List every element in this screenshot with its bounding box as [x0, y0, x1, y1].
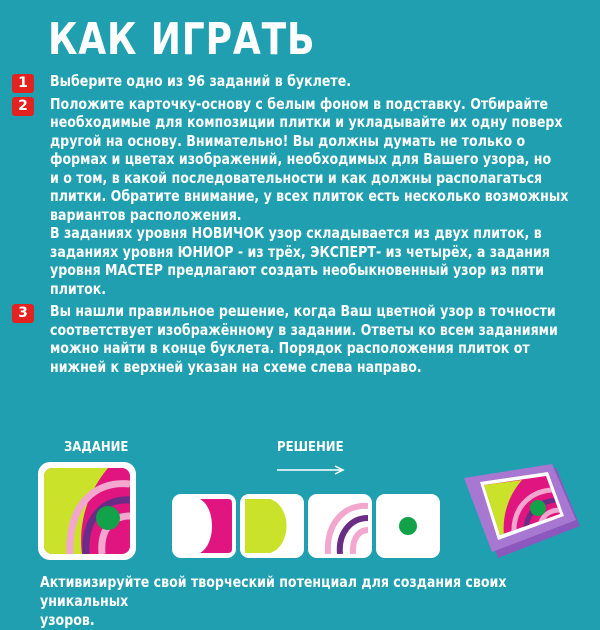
steps-list: [12, 72, 587, 380]
arrow-right-icon: [277, 465, 349, 475]
step-text: Вы нашли правильное решение, когда Ваш цветной узор в точности соответствует изображённому в задании. Ответы ко всем заданиями можно найти в конце буклета. Порядок расположения плиток от нижней к верхней указан на схеме слева направо.: [50, 302, 558, 376]
step-1: [12, 72, 587, 91]
footer-text: Активизируйте свой творческий потенциал для создания своих уникальных узоров.: [40, 573, 507, 629]
step-number-badge: 1: [12, 74, 34, 93]
solution-tile-1: [172, 494, 236, 558]
step-2: [12, 95, 587, 299]
tile-stand-image: [452, 464, 584, 562]
step-3: [12, 302, 587, 376]
solution-tile-2: [240, 494, 304, 558]
step-text: Положите карточку-основу с белым фоном в подставку. Отбирайте необходимые для композиции плитки и укладывайте их одну поверх другой на основу. Внимательно! Вы должны думать не только о формах и цветах изображений, необходимых для Вашего узора, но и о том, в какой последовательности и как должны располагаться плитки. Обратите внимание, у всех плиток есть несколько возможных вариантов расположения. В заданиях уровня НОВИЧОК узор складывается из двух плиток, в заданиях уровня ЮНИОР - из трёх, ЭКСПЕРТ- из четырёх, а задания уровня МАСТЕР предлагают создать необыкновенный узор из пяти плиток.: [50, 94, 569, 298]
solution-tile-4: [376, 494, 440, 558]
page-title: КАК ИГРАТЬ: [48, 14, 316, 65]
step-number-badge: 2: [12, 97, 34, 116]
solution-label: РЕШЕНИЕ: [277, 440, 344, 455]
step-number-badge: 3: [12, 304, 34, 323]
task-pattern-card: [38, 462, 136, 560]
task-label: ЗАДАНИЕ: [64, 440, 129, 455]
solution-tile-3: [308, 494, 372, 558]
step-text: Выберите одно из 96 заданий в буклете.: [50, 72, 352, 90]
